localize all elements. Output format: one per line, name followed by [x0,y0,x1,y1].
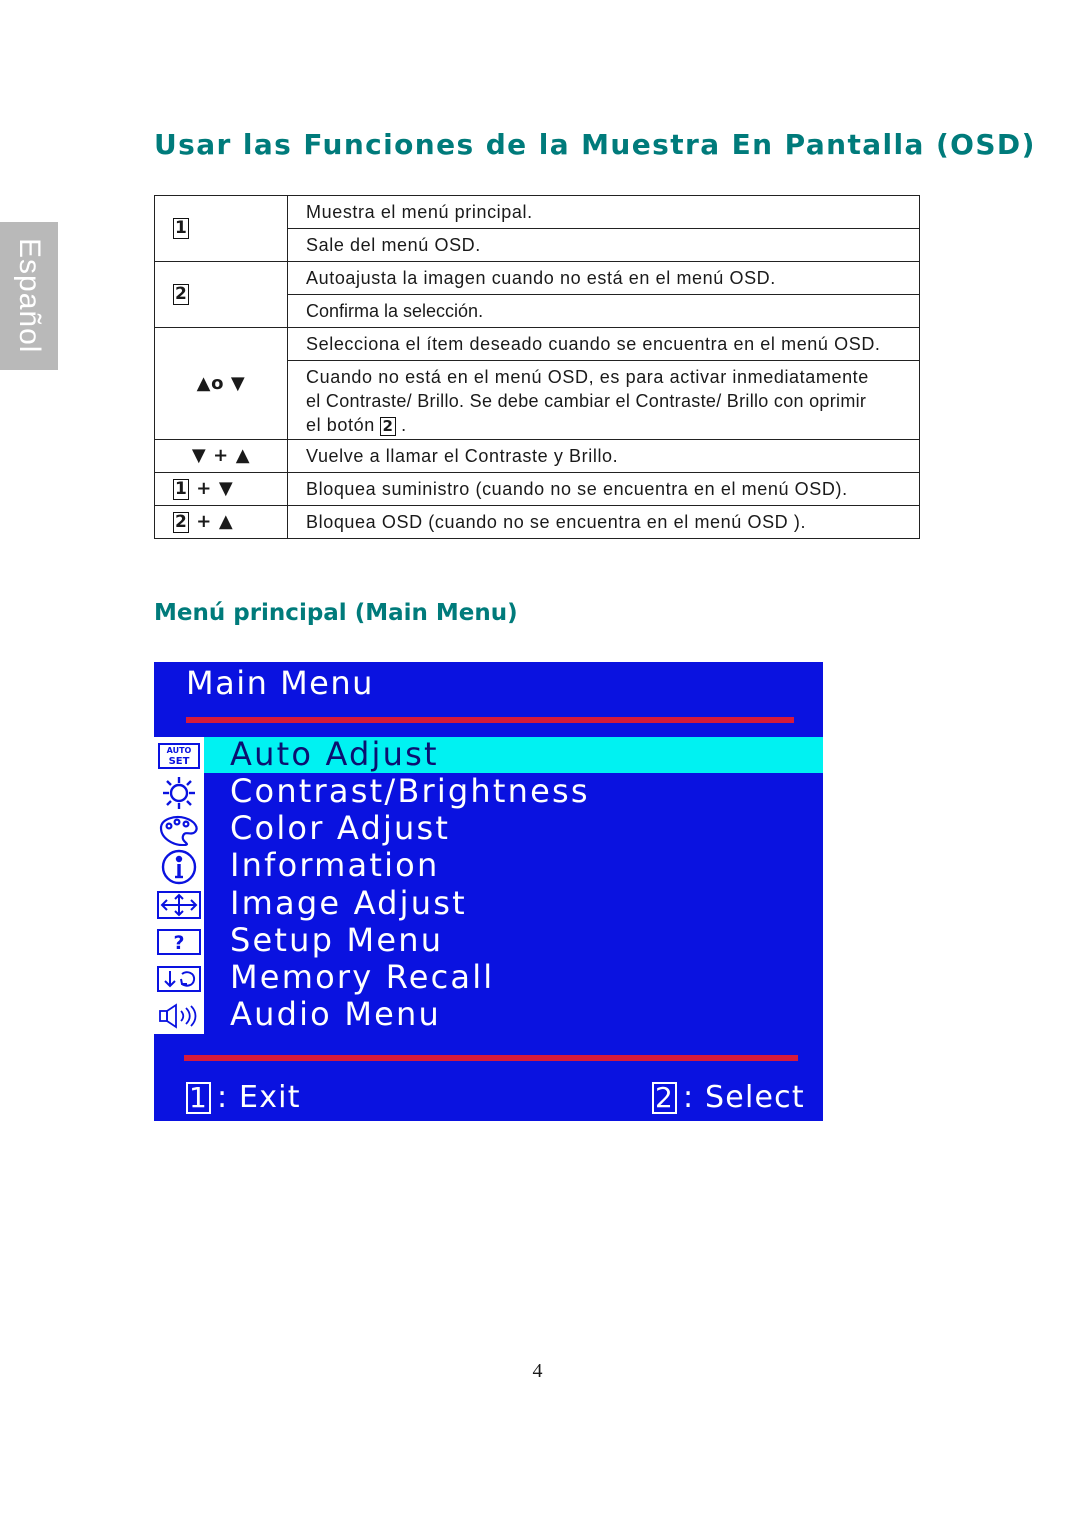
info-icon [154,848,204,885]
table-row [155,506,920,539]
svg-text:SET: SET [168,755,190,767]
exit-key-box: 1 [186,1082,211,1114]
desc-text: el botón [306,415,375,435]
menu-item-label: Color Adjust [230,809,451,847]
osd-divider [184,1055,798,1061]
menu-item-color-adjust[interactable] [154,811,823,848]
menu-item-label: Audio Menu [230,995,441,1033]
menu-item-contrast-brightness[interactable] [154,774,823,811]
osd-main-menu [154,662,823,1121]
menu-item-auto-adjust[interactable] [154,737,823,774]
table-row [155,473,920,506]
menu-item-image-adjust[interactable] [154,886,823,923]
desc-text: . [401,415,407,435]
table-row [155,262,920,295]
menu-item-label: Auto Adjust [230,735,439,773]
desc-line [306,413,911,437]
sun-icon [154,774,204,811]
menu-item-setup-menu[interactable] [154,923,823,960]
arrows-icon [154,886,204,923]
key-1-box: 1 [175,478,188,499]
table-row [155,328,920,361]
menu-item-memory-recall[interactable] [154,960,823,997]
key-1-box: 1 [175,218,188,238]
auto-set-icon [154,737,204,774]
question-icon [154,923,204,960]
menu-item-information[interactable] [154,848,823,885]
page-number: 4 [532,1360,543,1382]
key-cell [155,506,288,539]
key-suffix: + ▲ [189,511,234,532]
key-suffix: + ▼ [189,478,234,499]
language-tab-label: Español [13,238,46,354]
select-key-box: 2 [652,1082,677,1114]
desc-line: el Contraste/ Brillo. Se debe cambiar el Contraste/ Brillo con oprimir [306,391,867,411]
desc-cell [288,361,920,440]
desc-cell: Confirma la selección. [288,295,920,328]
page-title: Usar las Funciones de la Muestra En Pantalla (OSD) [154,128,1036,161]
desc-cell: Selecciona el ítem deseado cuando se encuentra en el menú OSD. [288,328,920,361]
desc-cell: Autoajusta la imagen cuando no está en el menú OSD. [288,262,920,295]
menu-item-label: Contrast/Brightness [230,772,590,810]
desc-cell: Vuelve a llamar el Contraste y Brillo. [288,440,920,473]
key-2-box: 2 [382,416,394,435]
menu-item-label: Information [230,846,440,884]
desc-cell: Bloquea suministro (cuando no se encuentra en el menú OSD). [288,473,920,506]
desc-cell: Sale del menú OSD. [288,229,920,262]
key-2-box: 2 [175,284,188,304]
key-cell: ▲o ▼ [155,328,288,440]
table-row [155,440,920,473]
osd-divider [186,717,794,723]
svg-text:AUTO: AUTO [166,745,192,755]
svg-text:?: ? [173,931,185,954]
menu-item-label: Image Adjust [230,884,467,922]
osd-footer-exit[interactable] [186,1080,301,1115]
select-label: : Select [683,1080,805,1115]
exit-label: : Exit [217,1080,301,1115]
desc-cell: Muestra el menú principal. [288,196,920,229]
key-cell [155,473,288,506]
table-row [155,196,920,229]
desc-line: Cuando no está en el menú OSD, es para activar inmediatamente [306,367,869,387]
section-subtitle: Menú principal (Main Menu) [154,600,518,626]
osd-title: Main Menu [186,664,374,702]
recall-icon [154,960,204,997]
menu-item-audio-menu[interactable] [154,997,823,1034]
osd-footer-select[interactable] [652,1080,805,1115]
speaker-icon [154,997,204,1034]
key-2-box: 2 [175,511,188,532]
menu-item-label: Setup Menu [230,921,444,959]
language-tab [0,222,58,370]
key-cell [155,196,288,262]
key-cell [155,262,288,328]
osd-key-table [154,195,920,539]
desc-cell: Bloquea OSD (cuando no se encuentra en el menú OSD ). [288,506,920,539]
key-cell: ▼ + ▲ [155,440,288,473]
palette-icon [154,811,204,848]
menu-item-label: Memory Recall [230,958,495,996]
